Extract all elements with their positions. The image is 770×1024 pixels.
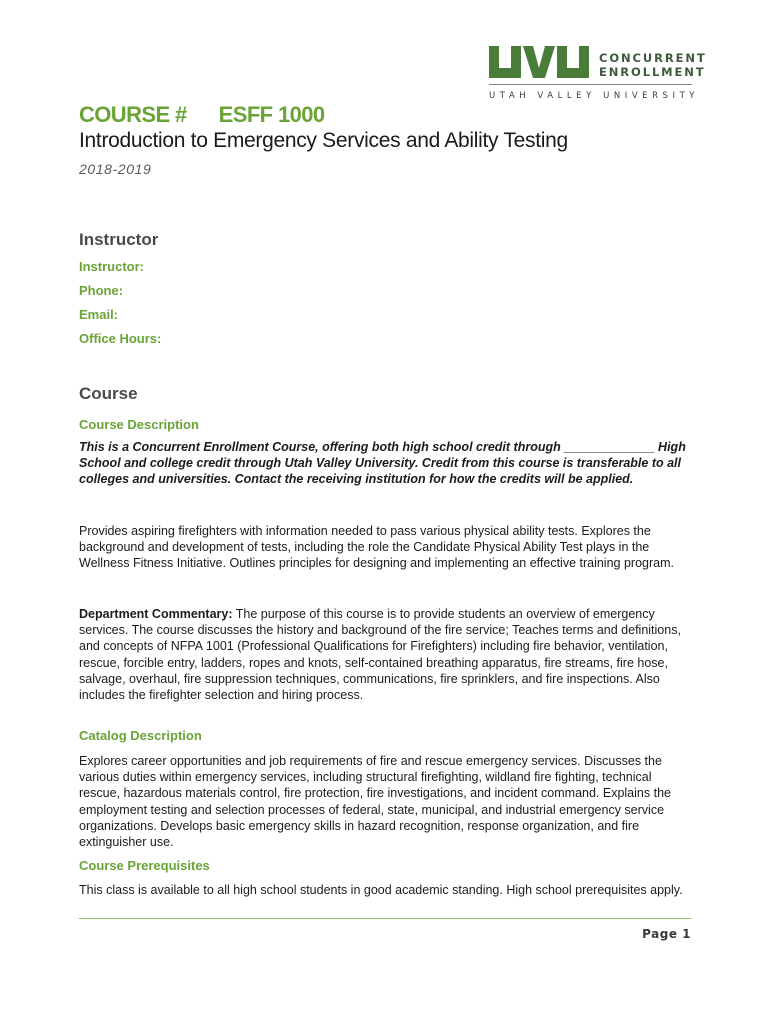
academic-year: 2018-2019 [79,161,152,177]
logo-sub-line2: ENROLLMENT [599,65,706,79]
footer-divider [79,918,691,919]
logo-sub-line1: CONCURRENT [599,51,707,65]
course-number-label: COURSE # [79,102,187,127]
department-commentary-label: Department Commentary: [79,607,233,621]
course-title: Introduction to Emergency Services and Ability Testing [79,129,568,152]
email-label: Email: [79,307,119,322]
course-number [79,102,325,128]
instructor-heading: Instructor [79,230,159,249]
course-description: Provides aspiring firefighters with information needed to pass various physical ability tests. Explores the background and development of tests, including the role the Candidate Physical Ability Test plays in the Wellness Fitness Initiative. Outlines principles for designing and implementing an effective training program. [79,524,674,571]
course-heading: Course [79,384,138,403]
logo-university-text: UTAH VALLEY UNIVERSITY [489,91,700,101]
logo-subtitle [599,51,707,79]
instructor-name-label: Instructor: [79,259,144,274]
concurrent-enrollment-notice: This is a Concurrent Enrollment Course, offering both high school credit through _____________ High School and college credit through Utah Valley University. Credit from this course is transferable to all colleges and universities. Contact the receiving institution for how the credits will be applied. [79,440,686,487]
catalog-description-heading: Catalog Description [79,728,202,743]
department-commentary-text: The purpose of this course is to provide students an overview of emergency services. The course discusses the history and background of the fire service; Teaches terms and definitions, and concepts of NFPA 1001 (Professional Qualifications for Firefighters) including fire behavior, ventilation, rescue, forcible entry, ladders, ropes and knots, self-contained breathing apparatus, fire streams, fire hose, salvage, overhaul, fire suppression techniques, communications, fire sprinklers, and fire inspections. Also includes the firefighter selection and hiring process. [79,607,681,703]
course-code: ESFF 1000 [218,102,325,127]
department-commentary [79,606,691,703]
logo-divider [489,84,692,85]
uvu-logo-mark [489,46,589,80]
office-hours-label: Office Hours: [79,331,162,346]
course-prerequisites-heading: Course Prerequisites [79,858,210,873]
page-number: Page 1 [642,927,691,941]
catalog-description: Explores career opportunities and job requirements of fire and rescue emergency services. Discusses the various duties within emergency services, including structural firefighting, wildland fire fighting, technical rescue, hazardous materials control, fire protection, fire investigations, and incident command. Explains the employment testing and selection processes of federal, state, municipal, and industrial emergency service organizations. Develops basic emergency skills in hazard recognition, response organization, and fire extinguisher use. [79,754,671,850]
phone-label: Phone: [79,283,124,298]
course-prerequisites: This class is available to all high school students in good academic standing. High school prerequisites apply. [79,883,683,897]
course-description-heading: Course Description [79,417,199,432]
